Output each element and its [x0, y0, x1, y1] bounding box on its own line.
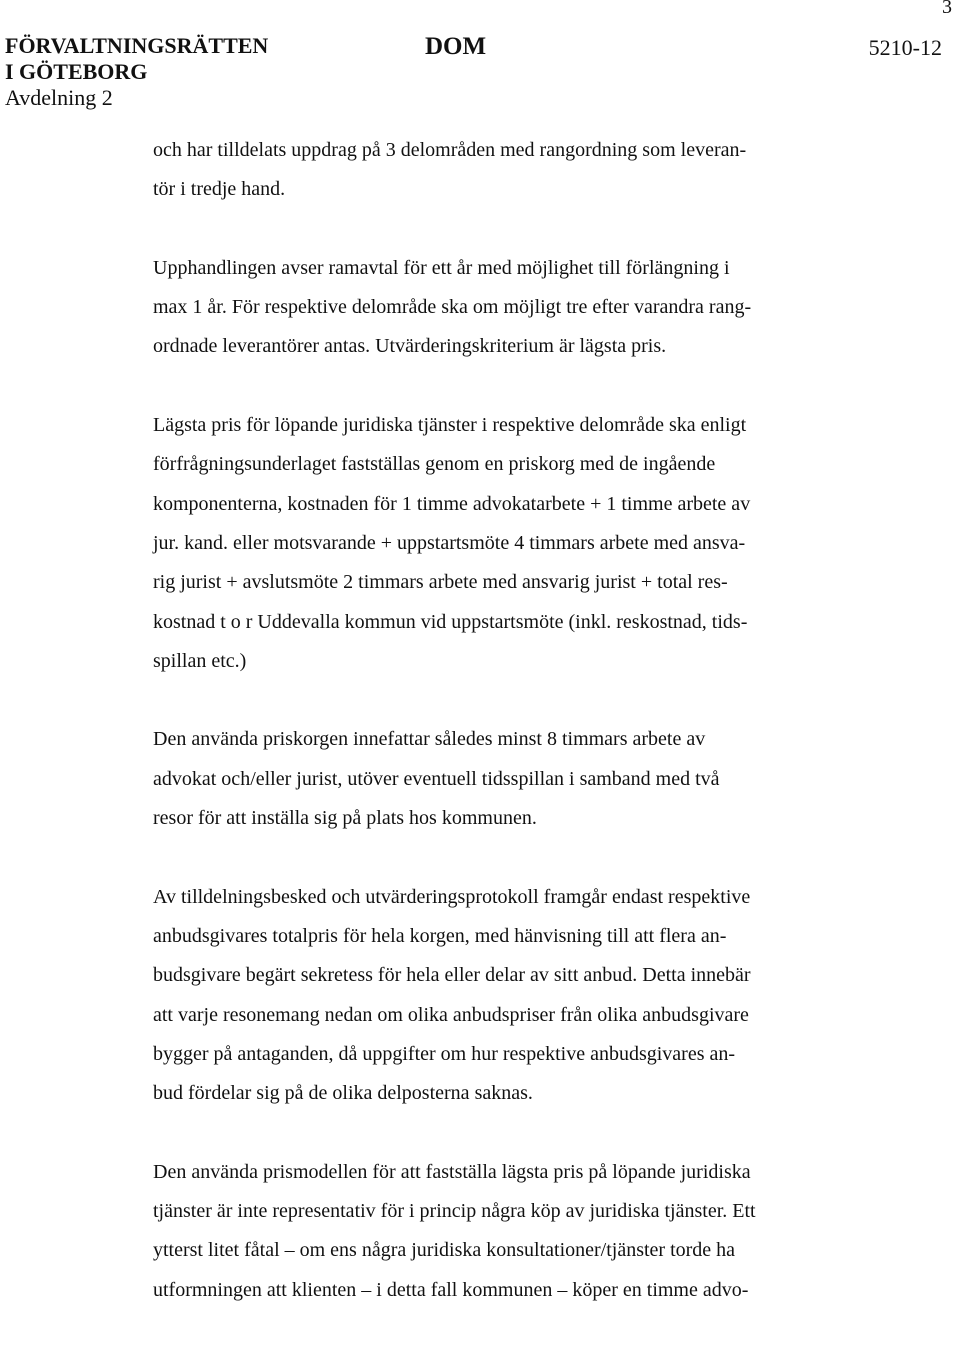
- court-header: [5, 33, 268, 111]
- case-number: 5210-12: [868, 35, 942, 60]
- paragraph: [153, 406, 873, 681]
- text-line: budsgivare begärt sekretess för hela eller delar av sitt anbud. Detta innebär: [153, 964, 751, 987]
- document-body: [153, 131, 873, 1349]
- text-line: max 1 år. För respektive delområde ska om möjligt tre efter varandra rang-: [153, 296, 752, 319]
- text-line: spillan etc.): [153, 649, 247, 672]
- text-line: rig jurist + avslutsmöte 2 timmars arbete med ansvarig jurist + total res-: [153, 571, 728, 594]
- text-line: Den använda priskorgen innefattar således minst 8 timmars arbete av: [153, 728, 706, 751]
- court-name-line1: FÖRVALTNINGSRÄTTEN: [5, 33, 269, 58]
- document-type: DOM: [425, 33, 487, 60]
- paragraph: [153, 878, 873, 1114]
- text-line: utformningen att klienten – i detta fall kommunen – köper en timme advo-: [153, 1278, 749, 1301]
- text-line: anbudsgivares totalpris för hela korgen, med hänvisning till att flera an-: [153, 924, 727, 947]
- text-line: och har tilldelats uppdrag på 3 delområden med rangordning som leveran-: [153, 139, 747, 161]
- text-line: jur. kand. eller motsvarande + uppstartsmöte 4 timmars arbete med ansva-: [153, 531, 746, 554]
- text-line: att varje resonemang nedan om olika anbudspriser från olika anbudsgivare: [153, 1003, 749, 1026]
- text-line: advokat och/eller jurist, utöver eventuell tidsspillan i samband med två: [153, 767, 720, 790]
- page-number: 3: [942, 0, 952, 18]
- text-line: ytterst litet fåtal – om ens några juridiska konsultationer/tjänster torde ha: [153, 1239, 736, 1262]
- text-line: bygger på antaganden, då uppgifter om hur respektive anbudsgivares an-: [153, 1042, 736, 1065]
- text-line: bud fördelar sig på de olika delposterna saknas.: [153, 1082, 533, 1105]
- paragraph: [153, 720, 873, 838]
- text-line: Upphandlingen avser ramavtal för ett år med möjlighet till förlängning i: [153, 256, 730, 279]
- text-line: förfrågningsunderlaget fastställas genom en priskorg med de ingående: [153, 453, 716, 476]
- text-line: Den använda prismodellen för att fastställa lägsta pris på löpande juridiska: [153, 1160, 751, 1183]
- court-department: Avdelning 2: [5, 85, 113, 110]
- text-line: kostnad t o r Uddevalla kommun vid uppstartsmöte (inkl. reskostnad, tids-: [153, 610, 748, 633]
- text-line: tjänster är inte representativ för i princip några köp av juridiska tjänster. Ett: [153, 1200, 756, 1223]
- text-line: Lägsta pris för löpande juridiska tjänster i respektive delområde ska enligt: [153, 414, 747, 437]
- text-line: Av tilldelningsbesked och utvärderingsprotokoll framgår endast respektive: [153, 885, 751, 908]
- text-line: komponenterna, kostnaden för 1 timme advokatarbete + 1 timme arbete av: [153, 492, 751, 515]
- text-line: ordnade leverantörer antas. Utvärderingskriterium är lägsta pris.: [153, 335, 667, 358]
- text-line: tör i tredje hand.: [153, 178, 286, 201]
- text-line: resor för att inställa sig på plats hos kommunen.: [153, 807, 537, 830]
- court-name-line2: I GÖTEBORG: [5, 59, 148, 84]
- paragraph: [153, 249, 873, 367]
- paragraph: [153, 1153, 873, 1310]
- paragraph: [153, 131, 873, 210]
